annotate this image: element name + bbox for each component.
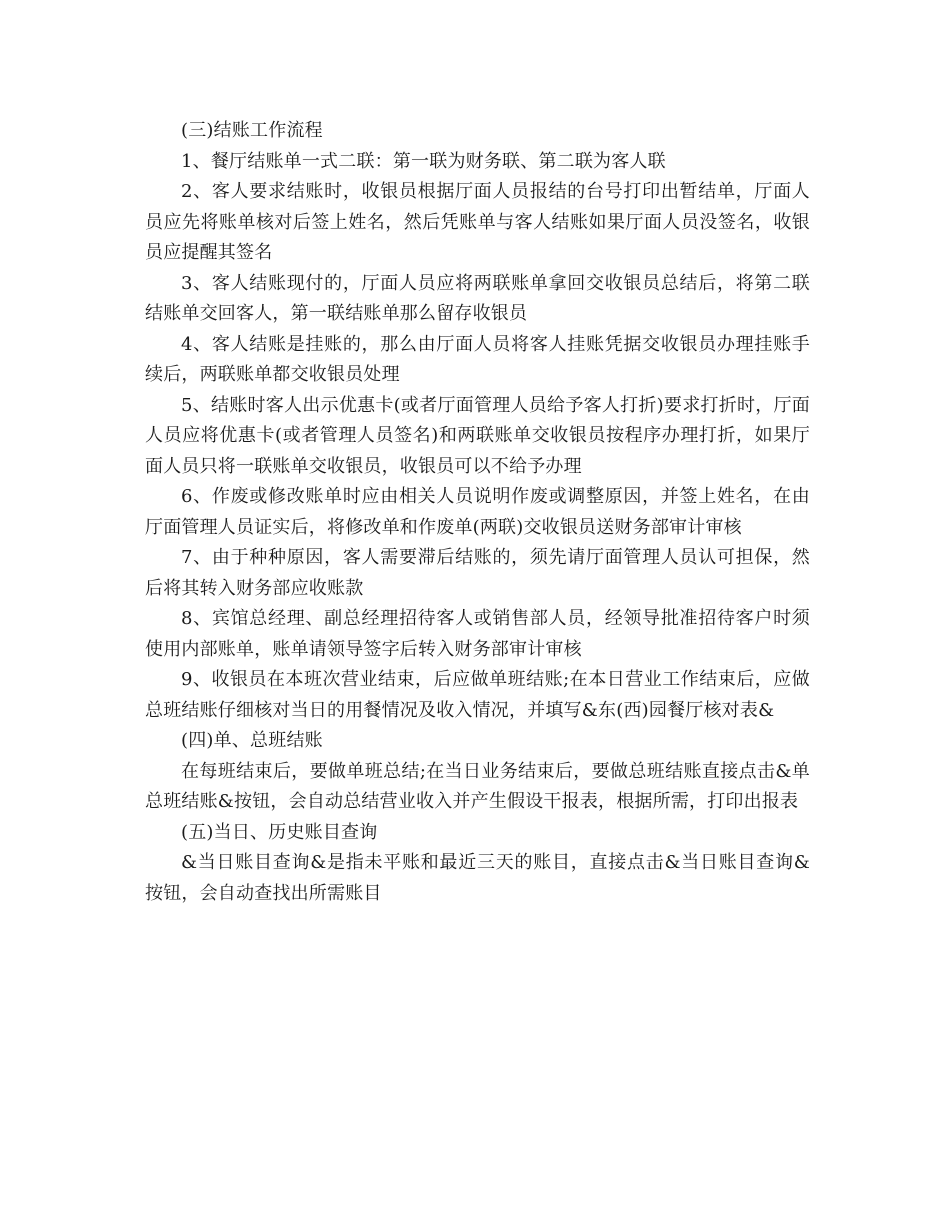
section-heading-account-query: (五)当日、历史账目查询 (181, 821, 378, 843)
paragraph-account-query: &当日账目查询&是指未平账和最近三天的账目，直接点击&当日账目查询&按钮，会自动查找出所需账目 (145, 852, 810, 904)
section-heading-shift-checkout: (四)单、总班结账 (181, 730, 323, 751)
paragraph-item-9: 9、收银员在本班次营业结束，后应做单班结账;在本日营业工作结束后，应做总班结账仔细核对当日的用餐情况及收入情况，并填写&东(西)园餐厅核对表& (145, 669, 810, 721)
paragraph-item-6: 6、作废或修改账单时应由相关人员说明作废或调整原因，并签上姓名，在由厅面管理人员证实后，将修改单和作废单(两联)交收银员送财务部审计审核 (145, 486, 810, 538)
paragraph-item-2: 2、客人要求结账时，收银员根据厅面人员报结的台号打印出暂结单，厅面人员应先将账单核对后签上姓名，然后凭账单与客人结账如果厅面人员没签名，收银员应提醒其签名 (145, 181, 810, 263)
paragraph-item-1: 1、餐厅结账单一式二联：第一联为财务联、第二联为客人联 (181, 150, 666, 172)
document-body (145, 116, 810, 909)
section-heading-checkout-process: (三)结账工作流程 (181, 120, 323, 141)
paragraph-item-7: 7、由于种种原因，客人需要滞后结账的，须先请厅面管理人员认可担保，然后将其转入财务部应收账款 (145, 547, 810, 599)
paragraph-item-3: 3、客人结账现付的，厅面人员应将两联账单拿回交收银员总结后，将第二联结账单交回客人，第一联结账单那么留存收银员 (145, 272, 810, 324)
paragraph-item-5: 5、结账时客人出示优惠卡(或者厅面管理人员给予客人打折)要求打折时，厅面人员应将优惠卡(或者管理人员签名)和两联账单交收银员按程序办理打折，如果厅面人员只将一联账单交收银员，收银员可以不给予办理 (145, 394, 810, 477)
paragraph-item-4: 4、客人结账是挂账的，那么由厅面人员将客人挂账凭据交收银员办理挂账手续后，两联账单都交收银员处理 (145, 333, 810, 385)
paragraph-shift-checkout: 在每班结束后，要做单班总结;在当日业务结束后，要做总班结账直接点击&单总班结账&按钮，会自动总结营业收入并产生假设干报表，根据所需，打印出报表 (145, 760, 810, 812)
paragraph-item-8: 8、宾馆总经理、副总经理招待客人或销售部人员，经领导批准招待客户时须使用内部账单，账单请领导签字后转入财务部审计审核 (145, 608, 810, 660)
